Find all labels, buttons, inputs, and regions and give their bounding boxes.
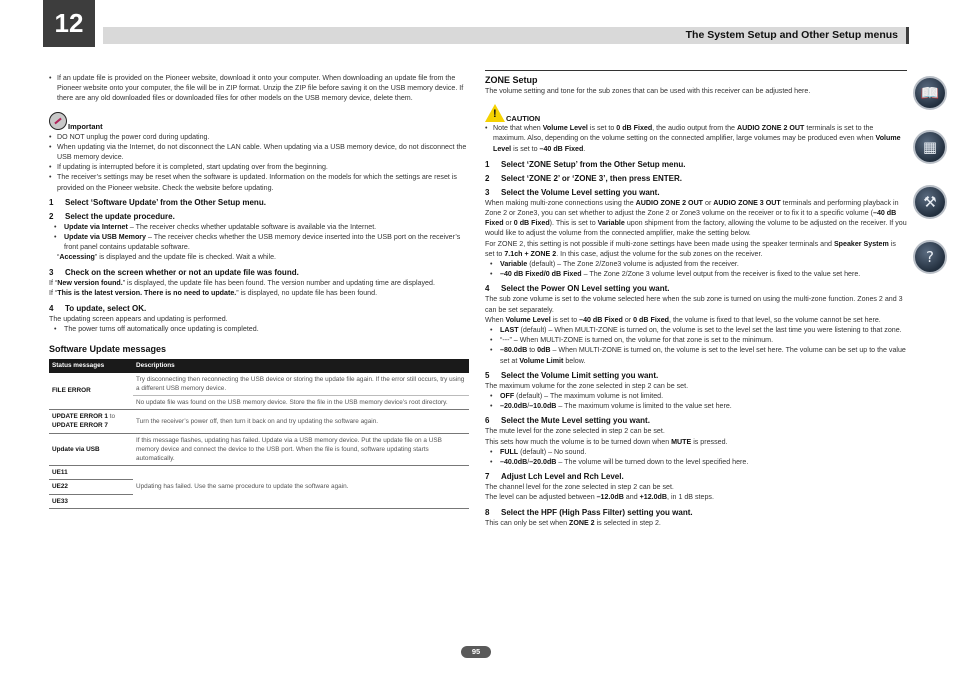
step-4-note: The updating screen appears and updating is performed. [49, 315, 228, 324]
important-label: Important [68, 121, 103, 131]
column-header: Status messages [49, 359, 133, 372]
remote-icon[interactable]: ▦ [913, 130, 947, 164]
header-bar [103, 27, 909, 44]
step-7-note-1: The channel level for the zone selected in step 2 can be set. [485, 483, 674, 492]
list-item: • –40.0dB/–20.0dB – The volume will be turned down to the level specified here. [485, 457, 907, 467]
step-5: 5 Select the Volume Limit setting you want. [485, 370, 659, 380]
description-cell: Try disconnecting then reconnecting the USB device or storing the update file again. If the error still occurs, try using a different USB memory device. [133, 373, 469, 396]
list-item: • The receiver’s settings may be reset when the software is updated. Information on the models for which the settings are reset is provided on the Pioneer website. Check the website before updating. [49, 172, 469, 192]
step-3-note-2: If “This is the latest version. There is no need to update.” is displayed, no update file has been found. [49, 288, 378, 297]
section-intro: The volume setting and tone for the sub zones that can be used with this receiver can be adjusted here. [485, 87, 811, 95]
step-2: 2 Select ‘ZONE 2’ or ‘ZONE 3’, then press ENTER. [485, 173, 682, 183]
table-row [49, 433, 469, 466]
important-icon [49, 112, 67, 130]
page-title: The System Setup and Other Setup menus [685, 29, 898, 41]
list-item: • Update via Internet – The receiver checks whether updatable software is available via the Internet. [49, 222, 469, 232]
list-item: • LAST (default) – When MULTI-ZONE is turned on, the volume is set to the level set the last time you were listening to that zone. [485, 325, 907, 335]
list-item: • “---” – When MULTI-ZONE is turned on, the volume for that zone is set to the minimum. [485, 335, 907, 345]
status-cell: Update via USB [49, 433, 133, 466]
list-item: • When updating via the Internet, do not disconnect the LAN cable. When updating via a USB memory device, do not disconnect the USB memory device. [49, 142, 469, 162]
status-cell: UE11 [49, 466, 133, 480]
caution-box [485, 104, 907, 123]
help-icon[interactable]: ? [913, 240, 947, 274]
messages-table [49, 359, 469, 508]
step-6-note-2: This sets how much the volume is to be turned down when MUTE is pressed. [485, 437, 728, 446]
step-3: 3 Check on the screen whether or not an update file was found. [49, 267, 299, 277]
step-5-note: The maximum volume for the zone selected in step 2 can be set. [485, 381, 689, 390]
list-item: • –40 dB Fixed/0 dB Fixed – The Zone 2/Zone 3 volume level output from the receiver is fixed to the value set here. [485, 269, 907, 279]
description-cell: No update file was found on the USB memory device. Store the file in the USB memory device’s root directory. [133, 396, 469, 410]
list-item: • –20.0dB/–10.0dB – The maximum volume is limited to the value set here. [485, 401, 907, 411]
section-title: ZONE Setup [485, 70, 907, 86]
messages-title: Software Update messages [49, 344, 167, 355]
step-4: 4 Select the Power ON Level setting you want. [485, 284, 670, 294]
accessing-note: “Accessing” is displayed and the update file is checked. Wait a while. [57, 253, 276, 262]
description-cell: Updating has failed. Use the same procedure to update the software again. [133, 466, 469, 509]
page-number: 95 [461, 646, 491, 658]
list-item: • –80.0dB to 0dB – When MULTI-ZONE is turned on, the volume is set to the level set here. The volume can be set up to the value set at Volume Limit below. [485, 345, 907, 365]
step-7-note-2: The level can be adjusted between –12.0dB and +12.0dB, in 1 dB steps. [485, 493, 714, 502]
step-1: 1 Select ‘ZONE Setup’ from the Other Setup menu. [485, 159, 686, 169]
list-item: • The power turns off automatically once updating is completed. [49, 324, 469, 334]
list-item: • FULL (default) – No sound. [485, 447, 907, 457]
step-8-note: This can only be set when ZONE 2 is selected in step 2. [485, 518, 661, 527]
step-4-note-2: When Volume Level is set to –40 dB Fixed or 0 dB Fixed, the volume is fixed to that level, so the volume cannot be set here. [485, 315, 881, 324]
important-box [49, 112, 469, 132]
table-header [49, 359, 469, 372]
chapter-number: 12 [43, 0, 95, 47]
list-item: • If updating is interrupted before it is completed, start updating over from the beginning. [49, 162, 469, 172]
status-cell: FILE ERROR [49, 373, 133, 410]
table-row [49, 373, 469, 396]
list-item: • OFF (default) – The maximum volume is not limited. [485, 391, 907, 401]
list-item: • Variable (default) – The Zone 2/Zone3 volume is adjusted from the receiver. [485, 259, 907, 269]
step-1: 1 Select ‘Software Update’ from the Other Setup menu. [49, 197, 266, 207]
status-cell: UE22 [49, 480, 133, 494]
caution-icon: ! [485, 104, 505, 122]
table-row [49, 410, 469, 433]
caution-text: • Note that when Volume Level is set to 0 dB Fixed, the audio output from the AUDIO ZONE 2 OUT terminals is set to the maximum. Also, depending on the volume setting on the connected amplifier, large volumes may be produced even when Volume Level is set to –40 dB Fixed. [485, 123, 907, 154]
step-2: 2 Select the update procedure. [49, 211, 175, 221]
book-icon[interactable]: 📖 [913, 76, 947, 110]
step-7: 7 Adjust Lch Level and Rch Level. [485, 472, 624, 482]
step-4: 4 To update, select OK. [49, 304, 147, 314]
step-3-note-1: When making multi-zone connections using the AUDIO ZONE 2 OUT or AUDIO ZONE 3 OUT terminals and performing playback in Zone 2 or Zone3, you can set whether to adjust the Zone 2 or Zone3 volume on the receiver or to fix it to a specific volume (–40 dB Fixed or 0 dB Fixed). This is set to Variable upon shipment from the factory, allowing the volume to be adjusted on the receiver. If you would like to adjust the volume from the connected amplifier, make the setting below. [485, 198, 907, 238]
step-8: 8 Select the HPF (High Pass Filter) setting you want. [485, 507, 693, 517]
intro-bullet: • If an update file is provided on the Pioneer website, download it onto your computer. When downloading an update file from the Pioneer website onto your computer, the file will be in ZIP format. Unzip the ZIP file before saving it on the USB memory device. If there are any old downloaded files or downloaded files for other models on the USB memory device, delete them. [49, 73, 469, 104]
step-4-note-1: The sub zone volume is set to the volume selected here when the sub zone is turned on using the multi-zone function. Zones 2 and 3 can be set separately. [485, 295, 903, 314]
column-header: Descriptions [133, 359, 469, 372]
step-3: 3 Select the Volume Level setting you want. [485, 187, 660, 197]
step-3-note-1: If “New version found.” is displayed, the update file has been found. The version number and updating time are displayed. [49, 278, 435, 287]
right-column [485, 70, 907, 528]
description-cell: Turn the receiver’s power off, then turn it back on and try updating the software again. [133, 410, 469, 433]
caution-label: CAUTION [506, 114, 541, 124]
status-cell: UPDATE ERROR 1 to UPDATE ERROR 7 [49, 410, 133, 433]
tools-icon[interactable]: ⚒ [913, 185, 947, 219]
step-3-note-2: For ZONE 2, this setting is not possible if multi-zone settings have been made using the speaker terminals and Speaker System is set to 7.1ch + ZONE 2. In this case, adjust the volume for the sub zones on the receiver. [485, 239, 896, 258]
list-item: • Update via USB Memory – The receiver checks whether the USB memory device inserted into the USB port on the receiver’s front panel contains updatable software. [49, 232, 469, 252]
left-column [49, 70, 469, 509]
list-item: • DO NOT unplug the power cord during updating. [49, 132, 469, 142]
table-row [49, 466, 469, 480]
step-6-note-1: The mute level for the zone selected in step 2 can be set. [485, 427, 665, 436]
step-6: 6 Select the Mute Level setting you want. [485, 416, 650, 426]
status-cell: UE33 [49, 494, 133, 508]
description-cell: If this message flashes, updating has failed. Update via a USB memory device. Put the update file on a USB memory device and connect the device to the USB port. When the file is found, software updating starts automatically. [133, 433, 469, 466]
